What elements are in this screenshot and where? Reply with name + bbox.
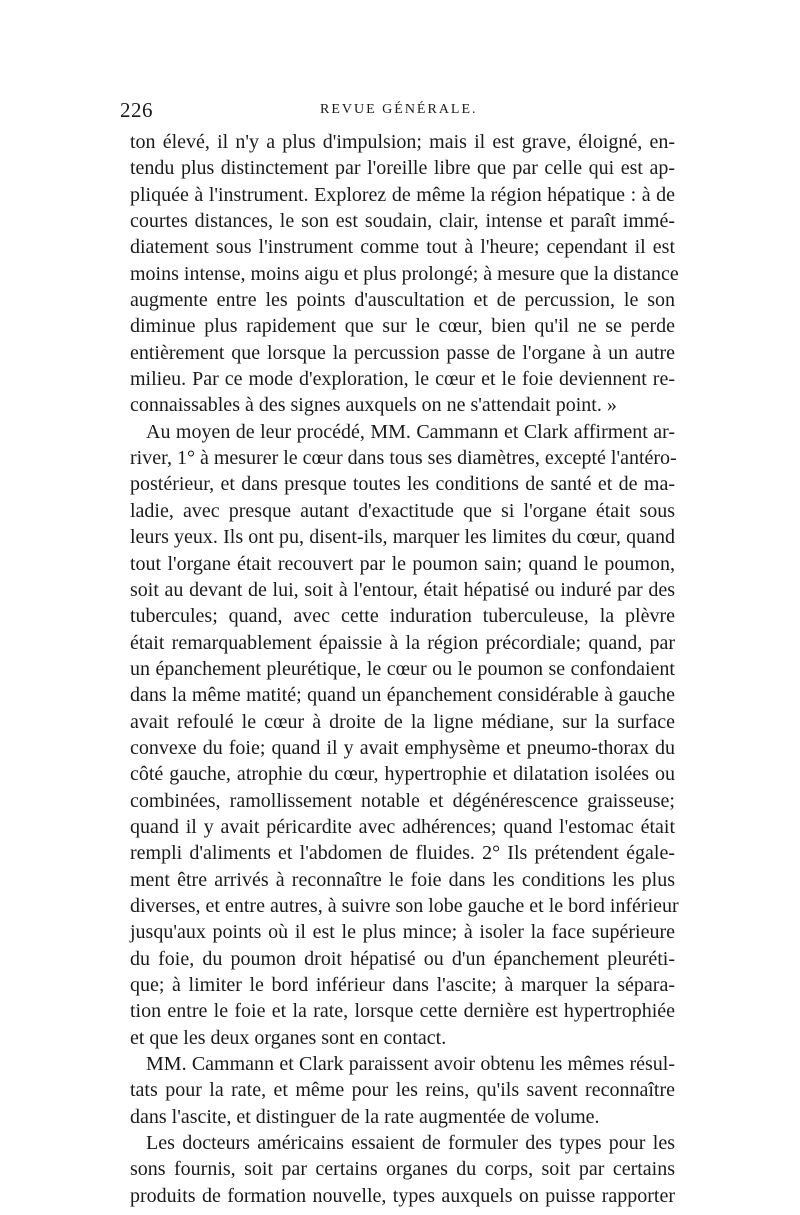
text-line: diatement sous l'instrument comme tout à l'heure; cependant il est [130,236,675,259]
text-line: courtes distances, le son est soudain, clair, intense et paraît immé- [130,210,675,233]
text-line: river, 1° à mesurer le cœur dans tous ses diamètres, excepté l'antéro- [130,447,677,470]
text-line: augmente entre les points d'auscultation et de percussion, le son [130,289,675,312]
text-line: tout l'organe était recouvert par le poumon sain; quand le poumon, [130,552,675,575]
text-line: et que les deux organes sont en contact. [130,1026,447,1049]
text-line: dans l'ascite, et distinguer de la rate augmentée de volume. [130,1105,600,1128]
text-line: combinées, ramollissement notable et dégénérescence graisseuse; [130,789,675,812]
text-line: du foie, du poumon droit hépatisé ou d'un épanchement pleuréti- [130,947,675,970]
text-line: sons fournis, soit par certains organes du corps, soit par certains [130,1158,675,1181]
text-line: soit au devant de lui, soit à l'entour, était hépatisé ou induré par des [130,578,675,601]
text-line: moins intense, moins aigu et plus prolongé; à mesure que la distance [130,262,679,285]
text-line: tion entre le foie et la rate, lorsque cette dernière est hypertrophiée [130,1000,675,1023]
text-line: convexe du foie; quand il y avait emphysème et pneumo-thorax du [130,736,675,759]
text-line: ton élevé, il n'y a plus d'impulsion; mais il est grave, éloigné, en- [130,131,675,153]
text-line: leurs yeux. Ils ont pu, disent-ils, marquer les limites du cœur, quand [130,526,675,549]
page-header [120,98,680,128]
text-line: produits de formation nouvelle, types auxquels on puisse rapporter [130,1184,675,1207]
text-line: tendu plus distinctement par l'oreille libre que par celle qui est ap- [130,157,675,180]
text-line: était remarquablement épaissie à la région précordiale; quand, par [130,631,675,654]
text-line: MM. Cammann et Clark paraissent avoir obtenu les mêmes résul- [146,1053,675,1076]
text-line: Au moyen de leur procédé, MM. Cammann et Clark affirment ar- [146,420,675,443]
text-line: Les docteurs américains essaient de formuler des types pour les [146,1132,675,1155]
text-line: avait refoulé le cœur à droite de la ligne médiane, sur la surface [130,710,675,733]
running-head: REVUE GÉNÉRALE. [320,102,478,117]
text-line: diverses, et entre autres, à suivre son lobe gauche et le bord inférieur [130,894,679,917]
text-line: quand il y avait péricardite avec adhérences; quand l'estomac était [130,815,675,838]
page-number: 226 [120,98,153,122]
text-line: diminue plus rapidement que sur le cœur, bien qu'il ne se perde [130,315,675,338]
text-line: jusqu'aux points où il est le plus mince; à isoler la face supérieure [130,921,675,944]
text-line: connaissables à des signes auxquels on ne s'attendait point. » [130,394,617,417]
text-line: côté gauche, atrophie du cœur, hypertrophie et dilatation isolées ou [130,763,675,786]
text-line: dans la même matité; quand un épanchement considérable à gauche [130,684,675,707]
text-line: entièrement que lorsque la percussion passe de l'organe à un autre [130,341,675,364]
text-line: rempli d'aliments et l'abdomen de fluides. 2° Ils prétendent égale- [130,842,675,865]
text-line: tubercules; quand, avec cette induration tuberculeuse, la plèvre [130,605,675,628]
text-line: que; à limiter le bord inférieur dans l'ascite; à marquer la sépara- [130,974,675,996]
text-line: postérieur, et dans presque toutes les conditions de santé et de ma- [130,473,675,496]
text-line: ment être arrivés à reconnaître le foie dans les conditions les plus [130,868,675,891]
text-line: un épanchement pleurétique, le cœur ou le poumon se confondaient [130,657,675,680]
text-line: tats pour la rate, et même pour les reins, qu'ils savent reconnaître [130,1079,675,1102]
body-text [130,129,679,1209]
text-line: milieu. Par ce mode d'exploration, le cœur et le foie deviennent re- [130,368,675,391]
text-line: pliquée à l'instrument. Explorez de même la région hépatique : à de [130,183,675,206]
text-line: ladie, avec presque autant d'exactitude que si l'organe était sous [130,499,675,522]
